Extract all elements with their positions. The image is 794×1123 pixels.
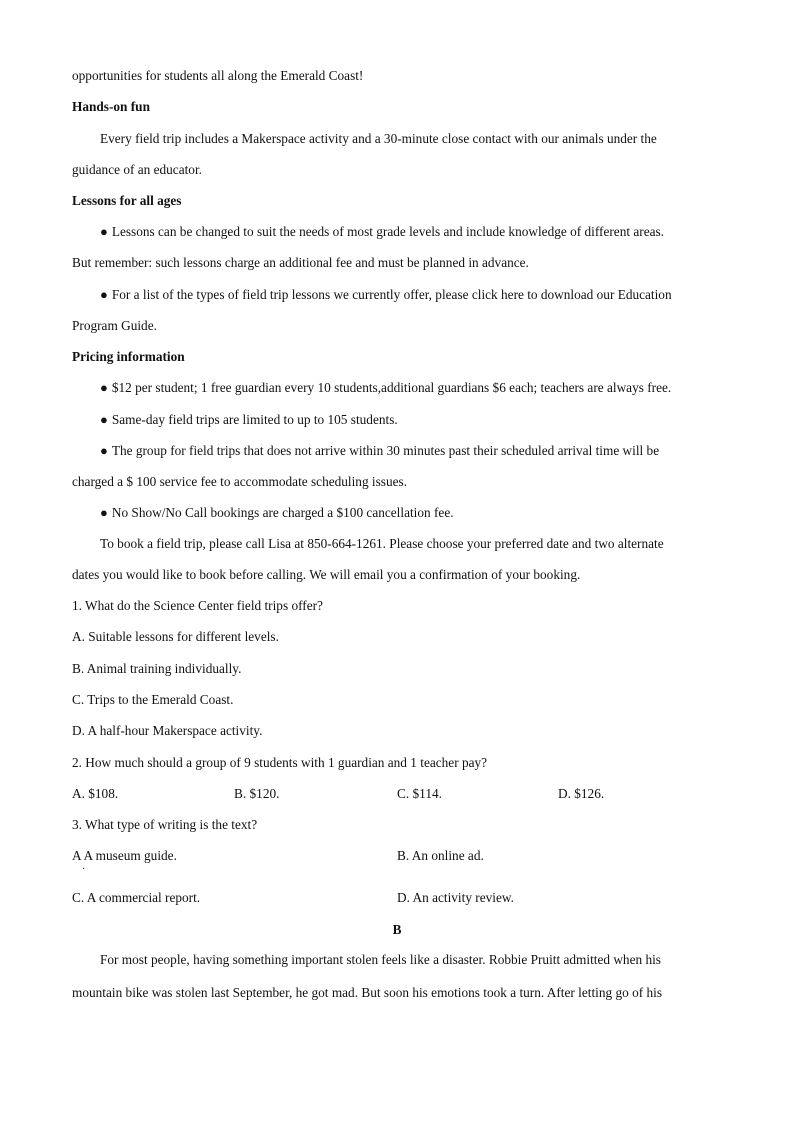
question-1-option-b: B. Animal training individually.: [72, 661, 242, 676]
booking-line1: To book a field trip, please call Lisa at 850-664-1261. Please choose your preferred date and two alternate: [100, 536, 664, 551]
section-b-label: B: [392, 922, 402, 937]
question-1-option-d: D. A half-hour Makerspace activity.: [72, 723, 263, 738]
heading-lessons: Lessons for all ages: [72, 193, 182, 208]
heading-hands-on: Hands-on fun: [72, 99, 150, 114]
question-1-option-a: A. Suitable lessons for different levels.: [72, 629, 279, 644]
question-3-option-c: C. A commercial report.: [72, 890, 201, 905]
section-b-line2: mountain bike was stolen last September, he got mad. But soon his emotions took a turn. After letting go of his: [72, 985, 662, 1000]
handson-text-line2: guidance of an educator.: [72, 162, 202, 177]
lessons-bullet-1-line2: But remember: such lessons charge an additional fee and must be planned in advance.: [72, 255, 529, 270]
question-2-stem: 2. How much should a group of 9 students with 1 guardian and 1 teacher pay?: [72, 755, 488, 770]
question-2-option-a: A. $108.: [72, 786, 119, 801]
bullet-icon: ●: [100, 443, 108, 458]
booking-line2: dates you would like to book before calling. We will email you a confirmation of your booking.: [72, 567, 581, 582]
question-2-option-c: C. $114.: [397, 786, 442, 801]
bullet-icon: ●: [100, 505, 108, 520]
lessons-bullet-2-line1: [100, 287, 672, 303]
pricing-bullet-4: [100, 505, 454, 521]
bullet-icon: ●: [100, 224, 108, 239]
intro-tail: opportunities for students all along the Emerald Coast!: [72, 68, 364, 83]
stray-mark: ·: [82, 864, 86, 875]
pricing-bullet-3-line1: [100, 443, 659, 459]
question-1-option-c: C. Trips to the Emerald Coast.: [72, 692, 234, 707]
pricing-bullet-4-text: No Show/No Call bookings are charged a $100 cancellation fee.: [111, 505, 454, 520]
pricing-bullet-2: [100, 412, 398, 428]
handson-text-line1: Every field trip includes a Makerspace activity and a 30-minute close contact with our animals under the: [100, 131, 657, 146]
lessons-bullet-2-line2: Program Guide.: [72, 318, 157, 333]
pricing-bullet-1-text: $12 per student; 1 free guardian every 10 students,additional guardians $6 each; teachers are always free.: [111, 380, 672, 395]
bullet-icon: ●: [100, 380, 108, 395]
pricing-bullet-2-text: Same-day field trips are limited to up to 105 students.: [111, 412, 398, 427]
question-2-option-b: B. $120.: [234, 786, 280, 801]
question-3-option-a: A A museum guide.: [72, 848, 177, 863]
question-2-option-d: D. $126.: [558, 786, 605, 801]
section-b-line1: For most people, having something important stolen feels like a disaster. Robbie Pruitt admitted when his: [100, 952, 661, 967]
bullet-icon: ●: [100, 412, 108, 427]
lessons-bullet-2-text: For a list of the types of field trip lessons we currently offer, please click here to download our Education: [111, 287, 672, 302]
question-3-stem: 3. What type of writing is the text?: [72, 817, 258, 832]
lessons-bullet-1-text: Lessons can be changed to suit the needs of most grade levels and include knowledge of different areas.: [111, 224, 664, 239]
lessons-bullet-1-line1: [100, 224, 664, 240]
question-3-option-b: B. An online ad.: [397, 848, 484, 863]
pricing-bullet-3-text: The group for field trips that does not arrive within 30 minutes past their scheduled arrival time will be: [111, 443, 660, 458]
pricing-bullet-3-line2: charged a $ 100 service fee to accommodate scheduling issues.: [72, 474, 408, 489]
heading-pricing: Pricing information: [72, 349, 185, 364]
bullet-icon: ●: [100, 287, 108, 302]
question-3-option-d: D. An activity review.: [397, 890, 514, 905]
pricing-bullet-1: [100, 380, 671, 396]
question-1-stem: 1. What do the Science Center field trips offer?: [72, 598, 323, 613]
